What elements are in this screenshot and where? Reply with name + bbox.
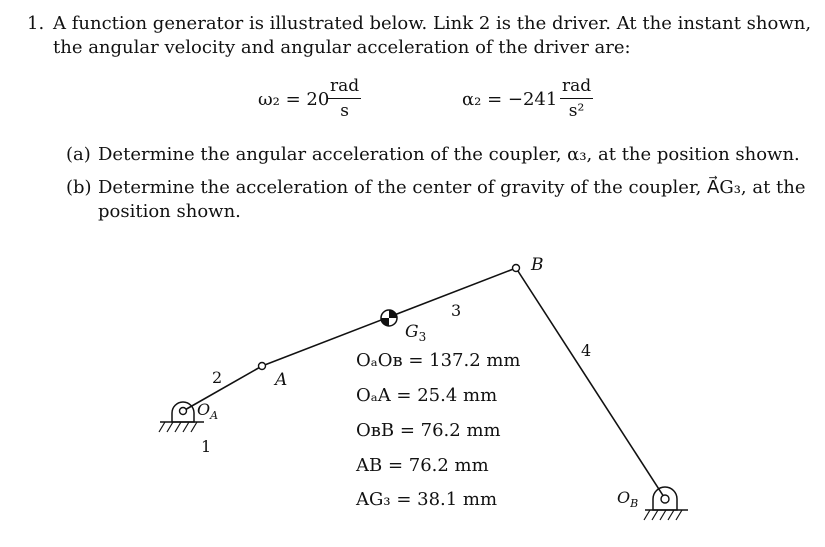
joint-b bbox=[513, 265, 520, 272]
alpha-unit-denominator: s² bbox=[568, 101, 585, 121]
label-oa: $O_A$ bbox=[197, 400, 219, 422]
label-link-1: 1 bbox=[201, 437, 212, 456]
problem-intro-line2: the angular velocity and angular acceleration of the driver are: bbox=[53, 37, 631, 58]
part-a-label: (a) bbox=[66, 144, 91, 165]
omega-equation: ω₂ = 20 bbox=[258, 89, 330, 110]
label-a: A bbox=[275, 370, 288, 390]
label-link-4: 4 bbox=[581, 341, 592, 360]
dimension-oa-ob: OₐOʙ = 137.2 mm bbox=[356, 350, 521, 371]
label-ob: $O_B$ bbox=[617, 488, 639, 510]
label-g3: $G_3$ bbox=[405, 322, 427, 344]
part-b-text-line1: Determine the acceleration of the center of gravity of the coupler, A⃗G₃, at the bbox=[98, 177, 806, 198]
alpha-unit-numerator: rad bbox=[560, 76, 593, 99]
part-b-label: (b) bbox=[66, 177, 92, 198]
part-a-text: Determine the angular acceleration of the coupler, α₃, at the position shown. bbox=[98, 144, 800, 165]
problem-intro-line1: A function generator is illustrated below. Link 2 is the driver. At the instant shown, bbox=[53, 13, 812, 34]
alpha-equation: α₂ = −241 bbox=[462, 89, 558, 110]
link-4 bbox=[516, 268, 664, 497]
dimension-ag3: AG₃ = 38.1 mm bbox=[356, 489, 498, 510]
joint-oa bbox=[180, 408, 187, 415]
problem-number: 1. bbox=[27, 13, 45, 34]
omega-unit-numerator: rad bbox=[328, 76, 361, 99]
joint-ob bbox=[661, 495, 669, 503]
joint-a bbox=[259, 363, 266, 370]
part-b-text-line2: position shown. bbox=[98, 201, 241, 222]
label-link-3: 3 bbox=[451, 301, 462, 320]
link-2 bbox=[183, 366, 262, 411]
dimension-ob-b: OʙB = 76.2 mm bbox=[356, 420, 501, 441]
center-of-gravity-symbol bbox=[381, 310, 397, 326]
dimension-ab: AB = 76.2 mm bbox=[356, 455, 489, 476]
label-b: B bbox=[531, 255, 544, 275]
omega-unit-denominator: s bbox=[340, 101, 349, 121]
label-link-2: 2 bbox=[212, 368, 223, 387]
dimension-oa-a: OₐA = 25.4 mm bbox=[356, 385, 498, 406]
